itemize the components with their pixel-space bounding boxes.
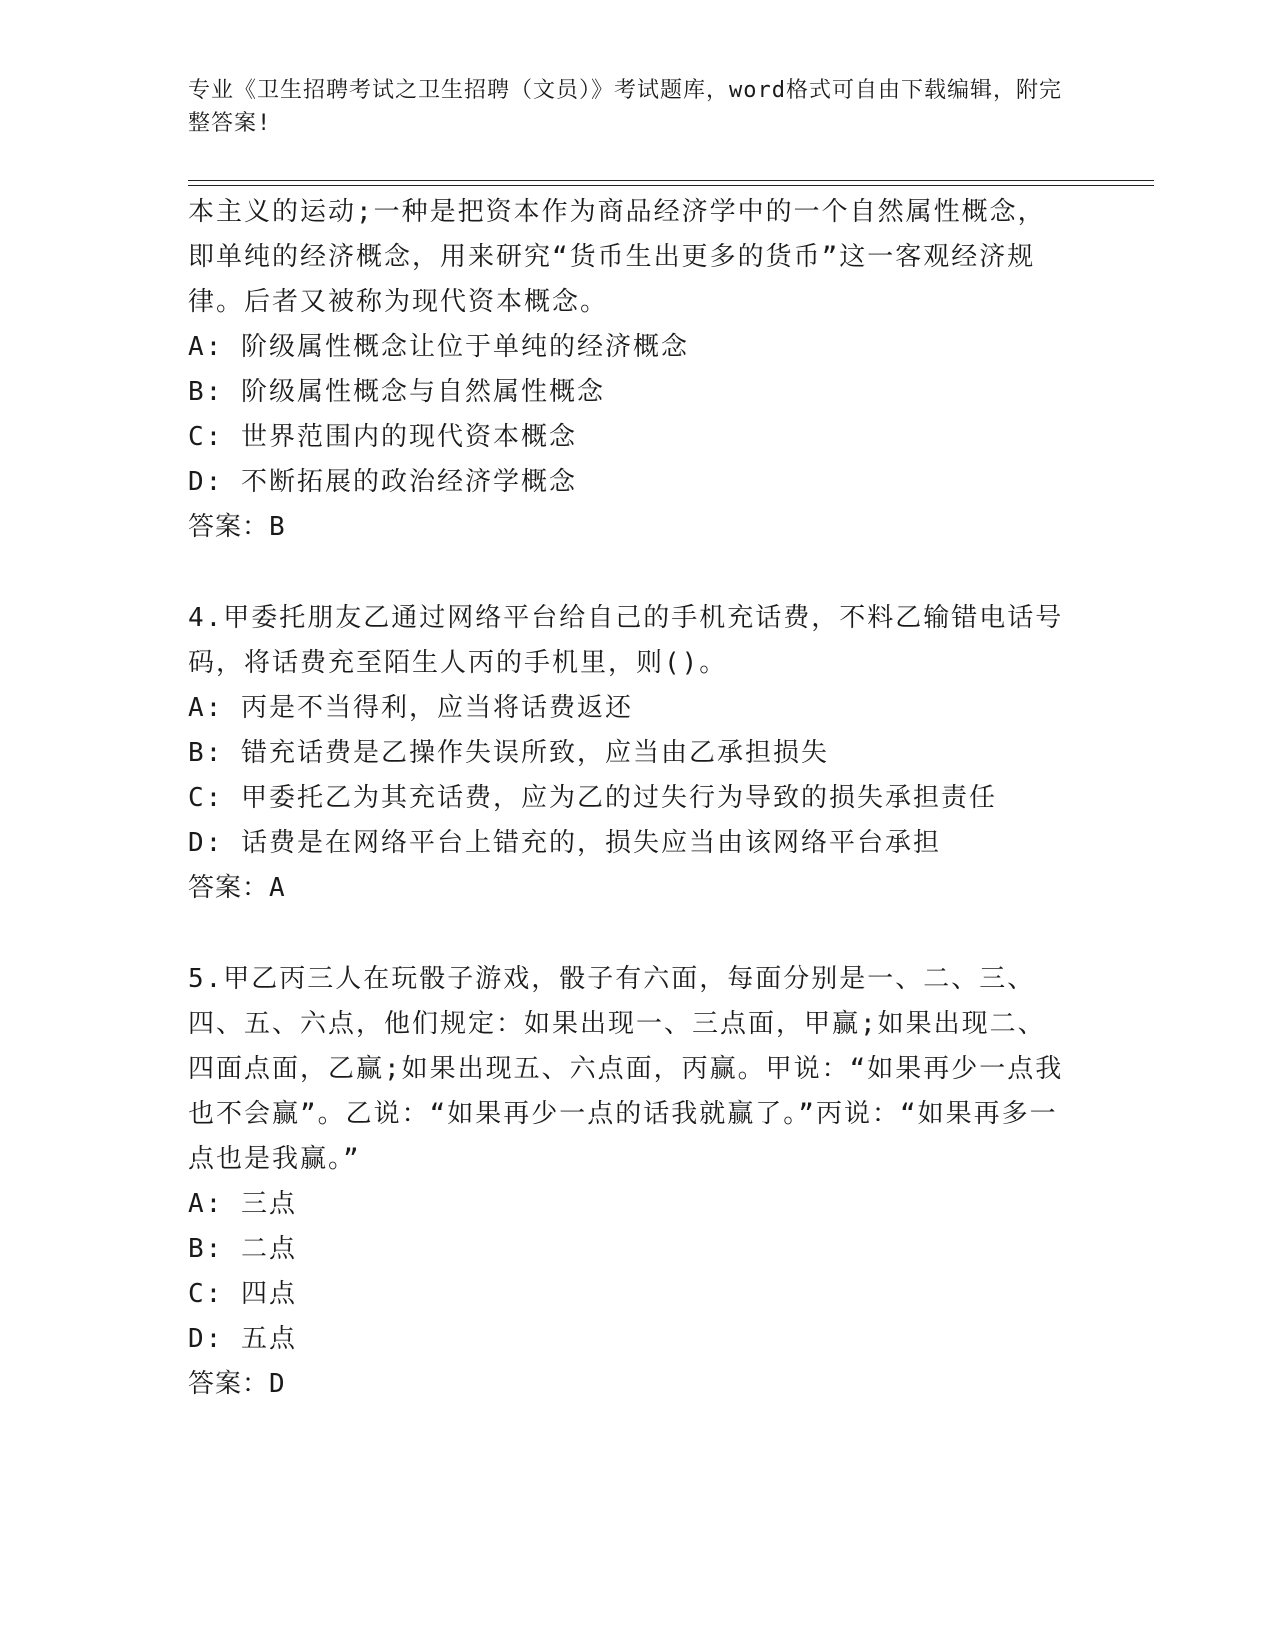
question-stem: 4.甲委托朋友乙通过网络平台给自己的手机充话费，不料乙输错电话号码，将话费充至陌生人丙的手机里，则()。: [188, 603, 1064, 678]
option-a: A: 阶级属性概念让位于单纯的经济概念: [188, 332, 689, 362]
option-d: D: 不断拓展的政治经济学概念: [188, 467, 577, 497]
question-stem: 5.甲乙丙三人在玩骰子游戏，骰子有六面，每面分别是一、二、三、四、五、六点，他们规定：如果出现一、三点面，甲赢;如果出现二、四面点面，乙赢;如果出现五、六点面，丙赢。甲说：“如果再少一点我也不会赢”。乙说：“如果再少一点的话我就赢了。”丙说：“如果再多一点也是我赢。”: [188, 964, 1064, 1174]
answer-line: [188, 866, 1068, 911]
answer-line: [188, 1362, 1068, 1407]
answer-value: A: [269, 873, 286, 903]
document-header: [188, 74, 1068, 140]
section-spacer: [188, 911, 1068, 957]
option-a: A: 丙是不当得利，应当将话费返还: [188, 693, 633, 723]
answer-label: 答案：: [188, 873, 270, 903]
answer-label: 答案：: [188, 1369, 270, 1399]
option-b: B: 错充话费是乙操作失误所致，应当由乙承担损失: [188, 738, 829, 768]
option-c: C: 世界范围内的现代资本概念: [188, 422, 577, 452]
answer-line: [188, 505, 1068, 550]
option-b: B: 阶级属性概念与自然属性概念: [188, 377, 605, 407]
answer-label: 答案：: [188, 512, 270, 542]
question-4: [188, 596, 1068, 911]
header-divider-top: [188, 180, 1154, 181]
answer-value: D: [269, 1369, 286, 1399]
option-a: A: 三点: [188, 1189, 297, 1219]
question-stem: 本主义的运动;一种是把资本作为商品经济学中的一个自然属性概念，即单纯的经济概念，用来研究“货币生出更多的货币”这一客观经济规律。后者又被称为现代资本概念。: [188, 197, 1046, 317]
question-5: [188, 957, 1068, 1407]
option-d: D: 五点: [188, 1324, 297, 1354]
section-spacer: [188, 550, 1068, 596]
option-c: C: 四点: [188, 1279, 297, 1309]
option-c: C: 甲委托乙为其充话费，应为乙的过失行为导致的损失承担责任: [188, 783, 997, 813]
option-b: B: 二点: [188, 1234, 297, 1264]
option-d: D: 话费是在网络平台上错充的，损失应当由该网络平台承担: [188, 828, 941, 858]
document-body: [188, 190, 1068, 1407]
question-3: [188, 190, 1068, 550]
answer-value: B: [269, 512, 286, 542]
header-text: 专业《卫生招聘考试之卫生招聘（文员）》考试题库，word格式可自由下载编辑，附完整答案!: [188, 78, 1062, 136]
header-divider-bottom: [188, 185, 1154, 186]
